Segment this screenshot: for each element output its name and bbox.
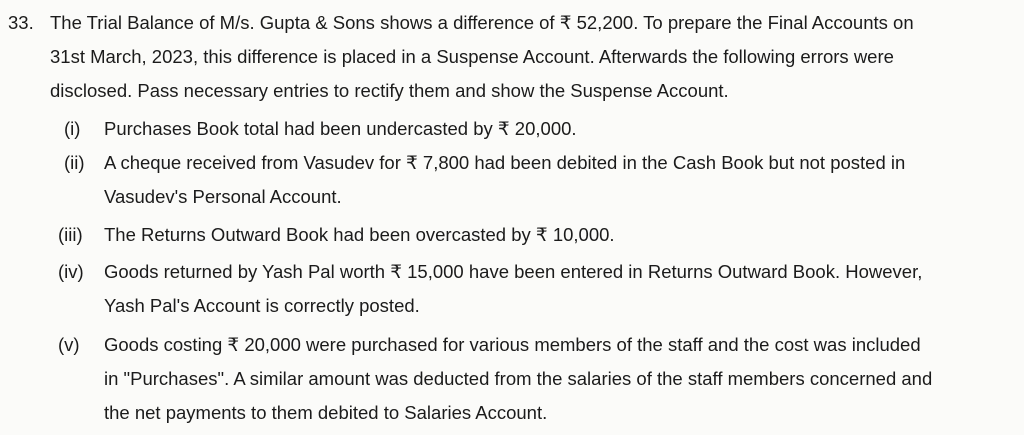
item-text [104,328,1014,430]
item-label: (iii) [58,224,83,245]
item-text [104,112,1014,146]
question-number: 33. [8,12,34,33]
item-label: (v) [58,334,80,355]
item-label: (i) [64,118,81,139]
item-line: Vasudev's Personal Account. [104,186,342,207]
item-line: Goods returned by Yash Pal worth ₹ 15,000 have been entered in Returns Outward Book. However, [104,261,923,282]
stem-line: disclosed. Pass necessary entries to rectify them and show the Suspense Account. [50,80,729,101]
stem-line: 31st March, 2023, this difference is placed in a Suspense Account. Afterwards the following errors were [50,46,894,67]
item-line: Goods costing ₹ 20,000 were purchased for various members of the staff and the cost was included [104,334,921,355]
item-line: Yash Pal's Account is correctly posted. [104,295,420,316]
item-text [104,146,1014,214]
item-line: Purchases Book total had been undercasted by ₹ 20,000. [104,118,577,139]
item-line: A cheque received from Vasudev for ₹ 7,800 had been debited in the Cash Book but not posted in [104,152,906,173]
item-line: in "Purchases". A similar amount was deducted from the salaries of the staff members concerned and [104,368,933,389]
item-text [104,218,1014,252]
stem-line: The Trial Balance of M/s. Gupta & Sons shows a difference of ₹ 52,200. To prepare the Final Accounts on [50,12,914,33]
item-label: (iv) [58,261,84,282]
item-text [104,255,1014,323]
item-line: the net payments to them debited to Salaries Account. [104,402,548,423]
item-label: (ii) [64,152,85,173]
item-line: The Returns Outward Book had been overcasted by ₹ 10,000. [104,224,615,245]
question-stem [50,6,1014,108]
